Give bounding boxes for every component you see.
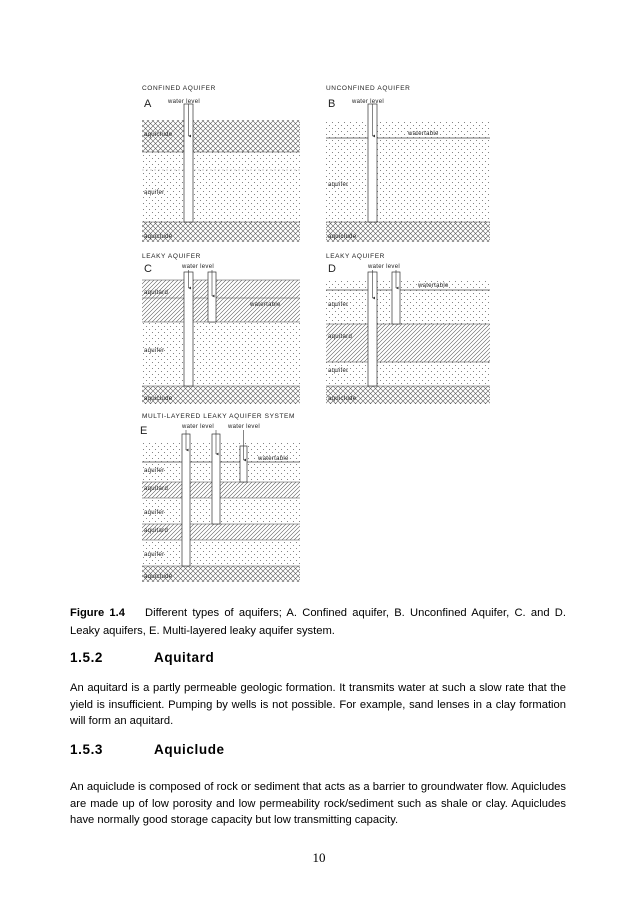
panel-a-label-aquifer: aquifer xyxy=(144,190,165,196)
panel-c-aquifer xyxy=(142,322,300,386)
panel-e-letter: E xyxy=(140,425,148,437)
panel-c-label-aquiclude: aquiclude xyxy=(144,396,173,402)
panel-d xyxy=(326,253,490,404)
panel-e-label-aquifer-1: aquifer xyxy=(144,468,165,474)
panel-e-label-aquiclude: aquiclude xyxy=(144,574,173,580)
section-heading-aquiclude xyxy=(70,742,225,757)
panel-e-label-aquitard-2: aquitard xyxy=(144,528,169,534)
panel-b-label-watertable: watertable xyxy=(408,131,439,137)
panel-c-label-aquifer: aquifer xyxy=(144,348,165,354)
panel-b-title: UNCONFINED AQUIFER xyxy=(326,85,411,92)
panel-d-label-water-level: water level xyxy=(368,264,400,270)
paragraph-aquitard: An aquitard is a partly permeable geologic formation. It transmits water at such a slow rate that the yield is insufficient. Pumping by wells is not possible. For example, sand lenses in a clay formation will form an aquitard. xyxy=(70,682,566,727)
paragraph-aquiclude: An aquiclude is composed of rock or sediment that acts as a barrier to groundwater flow. Aquicludes are made up of low porosity and low permeability rock/sediment such as shale or clay. Aquicludes have normally good storage capacity but low transmitting capacity. xyxy=(70,781,566,826)
panel-e-label-water-level-1: water level xyxy=(182,424,214,430)
panel-d-label-aquitard: aquitard xyxy=(328,334,353,340)
panel-a xyxy=(142,85,300,242)
aquifer-diagrams xyxy=(118,76,520,596)
panel-d-label-aquifer-bottom: aquifer xyxy=(328,368,349,374)
panel-c-well-deep xyxy=(184,272,193,386)
panel-e-well-1 xyxy=(182,434,190,566)
panel-d-letter: D xyxy=(328,263,336,275)
panel-d-title: LEAKY AQUIFER xyxy=(326,253,385,260)
panel-e-label-aquifer-2: aquifer xyxy=(144,510,165,516)
panel-a-label-water-level: water level xyxy=(168,99,200,105)
panel-e-label-aquifer-3: aquifer xyxy=(144,552,165,558)
panel-c-title: LEAKY AQUIFER xyxy=(142,253,201,260)
panel-a-title: CONFINED AQUIFER xyxy=(142,85,216,92)
panel-c-label-watertable: watertable xyxy=(250,302,281,308)
panel-b-label-aquifer: aquifer xyxy=(328,182,349,188)
panel-e-label-water-level-2: water level xyxy=(228,424,260,430)
panel-c-aquitard xyxy=(142,280,300,322)
panel-d-aquifer-bottom xyxy=(326,362,490,386)
panel-c xyxy=(142,253,300,404)
panel-c-letter: C xyxy=(144,263,152,275)
figure-caption-text: Different types of aquifers; A. Confined aquifer, B. Unconfined Aquifer, C. and D. Leaky aquifers, E. Multi-layered leaky aquifer system. xyxy=(70,607,566,637)
panel-a-label-aquiclude-bottom: aquiclude xyxy=(144,234,173,240)
panel-e-title: MULTI-LAYERED LEAKY AQUIFER SYSTEM xyxy=(142,413,295,420)
panel-d-label-aquiclude: aquiclude xyxy=(328,396,357,402)
figure-caption xyxy=(70,605,566,640)
page-number: 10 xyxy=(312,850,326,865)
panel-b-label-aquiclude: aquiclude xyxy=(328,234,357,240)
panel-e-aquifer-3 xyxy=(142,540,300,566)
section-number: 1.5.2 xyxy=(70,650,104,665)
panel-c-label-aquitard: aquitard xyxy=(144,290,169,296)
section-number: 1.5.3 xyxy=(70,742,104,757)
figure-number: Figure 1.4 xyxy=(70,607,125,619)
panel-c-label-water-level: water level xyxy=(182,264,214,270)
panel-d-aquifer-top xyxy=(326,280,490,324)
panel-a-label-aquiclude: aquiclude xyxy=(144,132,173,138)
section-title: Aquiclude xyxy=(154,742,225,757)
panel-b-letter: B xyxy=(328,98,336,110)
panel-d-label-watertable: watertable xyxy=(418,283,449,289)
panel-a-aquifer xyxy=(142,152,300,222)
section-heading-aquitard xyxy=(70,650,214,665)
panel-b xyxy=(326,85,490,242)
panel-b-label-water-level: water level xyxy=(352,99,384,105)
panel-e-label-aquitard-1: aquitard xyxy=(144,486,169,492)
section-title: Aquitard xyxy=(154,650,215,665)
panel-d-aquitard xyxy=(326,324,490,362)
panel-e-aquifer-2 xyxy=(142,498,300,524)
panel-e xyxy=(140,413,300,582)
aquifer-figure xyxy=(118,76,520,596)
panel-a-letter: A xyxy=(144,98,152,110)
panel-e-aquifer-1 xyxy=(142,462,300,482)
panel-e-label-watertable: watertable xyxy=(258,456,289,462)
panel-d-label-aquifer-top: aquifer xyxy=(328,302,349,308)
